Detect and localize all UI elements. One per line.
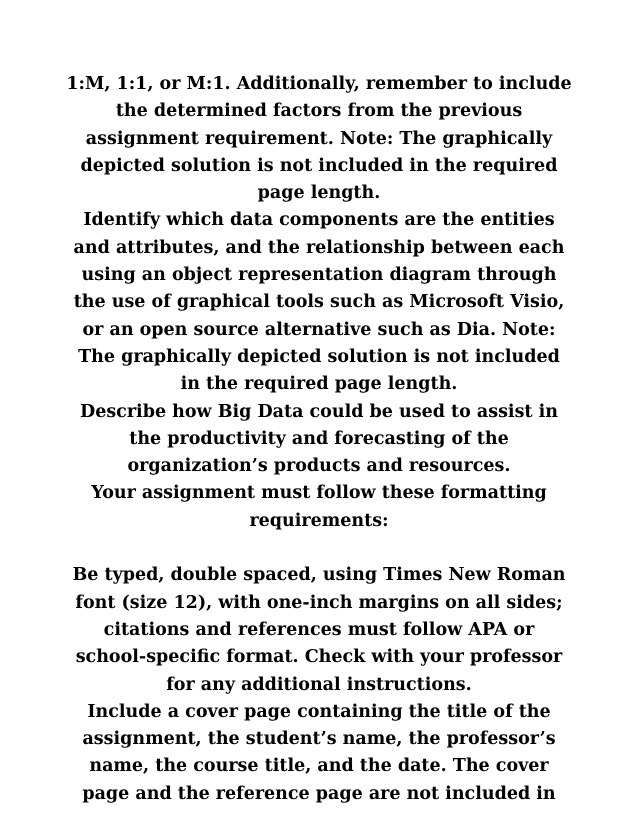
text-line: for any additional instructions. [166, 674, 472, 695]
text-line: Describe how Big Data could be used to assist in [80, 401, 558, 422]
text-line: using an object representation diagram through [81, 265, 557, 286]
blank-line [40, 535, 598, 562]
text-line: the determined factors from the previous [115, 101, 523, 122]
text-line: Include a cover page containing the title of the [87, 701, 551, 722]
text-line: assignment requirement. Note: The graphically [85, 128, 553, 149]
text-line: assignment, the student’s name, the professor’s [82, 729, 556, 750]
text-line: in the required page length. [180, 374, 458, 395]
text-line: The graphically depicted solution is not included [78, 346, 560, 367]
text-line: or an open source alternative such as Dia. Note: [82, 319, 556, 340]
text-line: the use of graphical tools such as Microsoft Visio, [73, 292, 565, 313]
document-text [40, 71, 598, 808]
text-line: name, the course title, and the date. The cover [89, 756, 549, 777]
text-line: school-specific format. Check with your professor [75, 647, 563, 668]
text-line: font (size 12), with one-inch margins on all sides; [75, 592, 563, 613]
text-line: Be typed, double spaced, using Times New Roman [72, 565, 566, 586]
text-line: Identify which data components are the entities [83, 210, 555, 231]
text-line: page and the reference page are not included in [82, 783, 556, 804]
text-line: 1:M, 1:1, or M:1. Additionally, remember to include [66, 74, 572, 94]
text-line: the productivity and forecasting of the [129, 428, 509, 449]
text-line: organization’s products and resources. [127, 456, 511, 477]
text-line: and attributes, and the relationship between each [73, 237, 565, 258]
text-line: page length. [257, 183, 381, 204]
text-line: citations and references must follow APA or [103, 619, 535, 640]
text-line: requirements: [249, 510, 389, 531]
text-line: depicted solution is not included in the required [80, 155, 558, 176]
text-line: Your assignment must follow these formatting [91, 483, 547, 504]
